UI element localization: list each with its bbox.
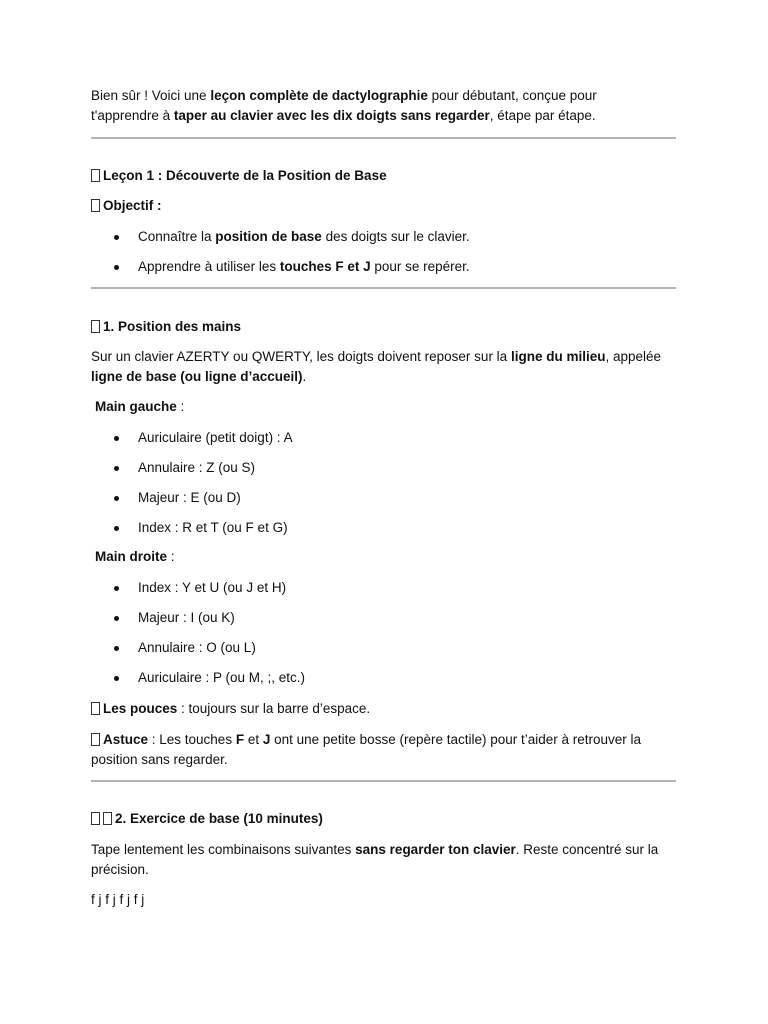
section-1-paragraph: Sur un clavier AZERTY ou QWERTY, les doigts doivent reposer sur la ligne du milieu, appelée ligne de base (ou ligne d’accueil). [91,349,662,384]
bullet [114,586,119,591]
bullet [114,496,119,501]
bullet [114,526,119,531]
bullet [114,466,119,471]
list-item: Index : Y et U (ou J et H) [138,580,287,595]
exercise-line: f j f j f j f j [91,892,145,907]
thumbs-paragraph: Les pouces : toujours sur la barre d’espace. [91,699,676,719]
bullet [114,235,119,240]
bullet [114,646,119,651]
target-icon [91,199,100,212]
divider [91,287,676,289]
thumbs-icon [91,702,100,715]
divider [91,137,676,139]
intro-paragraph: Bien sûr ! Voici une leçon complète de dactylographie pour débutant, conçue pour t'apprendre à taper au clavier avec les dix doigts sans regarder, étape par étape. [91,88,597,123]
list-item: Majeur : E (ou D) [138,490,241,505]
hands-icon [91,320,100,333]
bullet [114,436,119,441]
bullet [114,265,119,270]
bullet [114,616,119,621]
keyboard-icon [91,812,100,825]
section-1-heading: 1. Position des mains [91,317,676,337]
list-item: Apprendre à utiliser les touches F et J pour se repérer. [138,259,470,274]
list-item: Majeur : I (ou K) [138,610,235,625]
list-item: Index : R et T (ou F et G) [138,520,288,535]
bullet [114,676,119,681]
list-item: Annulaire : Z (ou S) [138,460,256,475]
book-icon [91,169,100,182]
list-item: Auriculaire : P (ou M, ;, etc.) [138,670,306,685]
lesson-heading: Leçon 1 : Découverte de la Position de Base [91,166,676,186]
list-item: Connaître la position de base des doigts sur le clavier. [138,229,470,244]
divider [91,780,676,782]
list-item: Auriculaire (petit doigt) : A [138,430,293,445]
left-hand-label: Main gauche : [95,399,185,414]
lightbulb-icon [91,733,100,746]
keyboard-icon-variation [103,812,112,825]
objective-heading: Objectif : [91,196,676,216]
tip-paragraph: Astuce : Les touches F et J ont une petite bosse (repère tactile) pour t’aider à retrouver la position sans regarder. [91,732,642,767]
list-item: Annulaire : O (ou L) [138,640,256,655]
section-2-heading: 2. Exercice de base (10 minutes) [91,809,676,829]
section-2-paragraph: Tape lentement les combinaisons suivantes sans regarder ton clavier. Reste concentré sur la précision. [91,842,659,877]
right-hand-label: Main droite : [95,549,175,564]
